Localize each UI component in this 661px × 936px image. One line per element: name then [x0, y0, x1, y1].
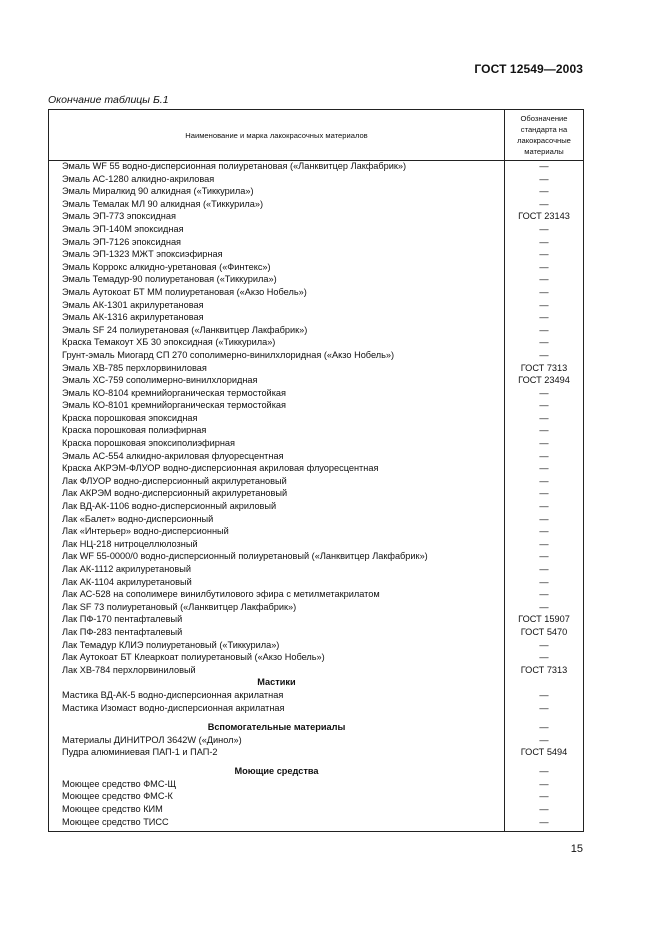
table-row — [49, 790, 583, 803]
standard-cell: — — [539, 299, 549, 310]
material-name-cell: Лак АК-1104 акрилуретановый — [62, 576, 192, 587]
material-name-cell: Лак ПФ-283 пентафталевый — [62, 626, 183, 637]
table-row — [49, 746, 583, 759]
material-name-cell: Эмаль АК-1316 акрилуретановая — [62, 312, 204, 323]
table-header — [49, 110, 583, 161]
table-row — [49, 639, 583, 652]
table-row — [49, 778, 583, 791]
table-row — [49, 210, 583, 223]
material-name-cell: Эмаль SF 24 полиуретановая («Ланквитцер Лакфабрик») — [62, 324, 308, 335]
table-row — [49, 588, 583, 601]
table-row — [49, 437, 583, 450]
material-name-cell: Моющее средство ТИСС — [62, 816, 169, 827]
table-row — [49, 525, 583, 538]
table-row — [49, 613, 583, 626]
standard-cell: — — [539, 639, 549, 650]
material-name-cell: Моющее средство ФМС-К — [62, 791, 173, 802]
table-row — [49, 185, 583, 198]
table-row — [49, 374, 583, 387]
table-row — [49, 349, 583, 362]
material-name-cell: Эмаль Темалак МЛ 90 алкидная («Тиккурила») — [62, 198, 264, 209]
table-row — [49, 626, 583, 639]
material-name-cell: Эмаль Коррокс алкидно-уретановая («Финтекс») — [62, 261, 271, 272]
standard-cell: — — [539, 161, 549, 171]
standard-cell: — — [539, 249, 549, 260]
table-row — [49, 173, 583, 186]
material-name-cell: Лак ХВ-784 перхлорвиниловый — [62, 664, 196, 675]
material-name-cell: Краска АКРЭМ-ФЛУОР водно-дисперсионная акриловая флуоресцентная — [62, 463, 379, 474]
table-row — [49, 450, 583, 463]
standard-cell: — — [539, 526, 549, 537]
table-row — [49, 513, 583, 526]
material-name-cell: Эмаль КО-8101 кремнийорганическая термостойкая — [62, 400, 286, 411]
standard-cell: — — [539, 463, 549, 474]
material-name-cell: Лак «Балет» водно-дисперсионный — [62, 513, 214, 524]
material-name-cell: Лак «Интерьер» водно-дисперсионный — [62, 526, 229, 537]
table-row — [49, 273, 583, 286]
material-name-cell: Эмаль ХВ-785 перхлорвиниловая — [62, 362, 207, 373]
material-name-cell: Пудра алюминиевая ПАП-1 и ПАП-2 — [62, 747, 218, 758]
standard-cell: — — [539, 425, 549, 436]
material-name-cell: Эмаль АС-1280 алкидно-акриловая — [62, 173, 215, 184]
document-code: ГОСТ 12549—2003 — [474, 62, 583, 76]
material-name-cell: Мастика ВД-АК-5 водно-дисперсионная акрилатная — [62, 690, 284, 701]
standard-cell: ГОСТ 15907 — [518, 614, 570, 625]
table-row — [49, 651, 583, 664]
table-row — [49, 576, 583, 589]
standard-cell: ГОСТ 23494 — [518, 375, 570, 386]
material-name-cell: Лак Темадур КЛИЭ полиуретановый («Тиккурила») — [62, 639, 280, 650]
table-row — [49, 311, 583, 324]
standard-cell: — — [539, 438, 549, 449]
material-name-cell: Эмаль Аутокоат БТ ММ полиуретановая («Акзо Нобель») — [62, 286, 307, 297]
material-name-cell: Краска порошковая эпоксидная — [62, 412, 198, 423]
material-name-cell: Эмаль КО-8104 кремнийорганическая термостойкая — [62, 387, 286, 398]
material-name-cell: Эмаль ЭП-1323 МЖТ эпоксиэфирная — [62, 249, 223, 260]
standard-cell: — — [539, 791, 549, 802]
table-row — [49, 248, 583, 261]
standard-cell: — — [539, 652, 549, 663]
standard-cell: — — [539, 286, 549, 297]
standard-cell: — — [539, 349, 549, 360]
table-row — [49, 462, 583, 475]
table-row — [49, 563, 583, 576]
table-row — [49, 261, 583, 274]
table-row — [49, 424, 583, 437]
material-name-cell: Лак НЦ-218 нитроцеллюлозный — [62, 538, 198, 549]
standard-cell: ГОСТ 5470 — [520, 626, 568, 637]
section-heading-row — [49, 676, 583, 689]
material-name-cell: Лак АС-528 на сополимере винилбутилового эфира с метилметакрилатом — [62, 589, 380, 600]
standard-cell: — — [539, 274, 549, 285]
material-name-cell: Эмаль АК-1301 акрилуретановая — [62, 299, 204, 310]
standard-cell: — — [539, 803, 549, 814]
material-name-cell: Лак АКРЭМ водно-дисперсионный акрилуретановый — [62, 488, 288, 499]
material-name-cell: Эмаль АС-554 алкидно-акриловая флуоресцентная — [62, 450, 284, 461]
standard-cell: — — [539, 601, 549, 612]
section-heading: Вспомогательные материалы — [207, 721, 346, 732]
table-row — [49, 399, 583, 412]
material-name-cell: Материалы ДИНИТРОЛ 3642W («Динол») — [62, 734, 242, 745]
column-header-standard: Обозначение стандарта на лакокрасочные материалы — [517, 114, 571, 156]
standard-cell: ГОСТ 7313 — [520, 664, 568, 675]
table-row — [49, 538, 583, 551]
standard-cell: ГОСТ 7313 — [520, 362, 568, 373]
material-name-cell: Эмаль ЭП-773 эпоксидная — [62, 211, 176, 222]
section-heading-row — [49, 765, 583, 778]
table-row — [49, 324, 583, 337]
standard-cell: — — [539, 412, 549, 423]
table-row — [49, 475, 583, 488]
material-name-cell: Эмаль ЭП-140М эпоксидная — [62, 223, 184, 234]
standard-cell: — — [539, 236, 549, 247]
material-name-cell: Эмаль ХС-759 сополимерно-винилхлоридная — [62, 375, 258, 386]
table-row — [49, 702, 583, 715]
table-row — [49, 803, 583, 816]
standard-cell: — — [539, 734, 549, 745]
standard-cell: — — [539, 778, 549, 789]
standard-cell: — — [539, 261, 549, 272]
standard-cell: — — [539, 690, 549, 701]
table-row — [49, 198, 583, 211]
table-row — [49, 160, 583, 173]
table-row — [49, 500, 583, 513]
standard-cell: — — [539, 513, 549, 524]
standard-cell: — — [539, 589, 549, 600]
table-row — [49, 487, 583, 500]
material-name-cell: Лак АК-1112 акрилуретановый — [62, 564, 192, 574]
table-row — [49, 299, 583, 312]
table-caption: Окончание таблицы Б.1 — [48, 94, 169, 106]
material-name-cell: Мастика Изомаст водно-дисперсионная акрилатная — [62, 702, 285, 713]
section-heading: Моющие средства — [234, 765, 319, 776]
table-row — [49, 550, 583, 563]
section-heading-row — [49, 721, 583, 734]
page-number: 15 — [570, 843, 583, 855]
materials-table — [48, 109, 584, 832]
standard-cell: — — [539, 702, 549, 713]
standard-cell: — — [539, 198, 549, 209]
material-name-cell: Эмаль Миралкид 90 алкидная («Тиккурила») — [62, 186, 254, 197]
standard-cell: — — [539, 765, 549, 776]
material-name-cell: Лак SF 73 полиуретановый («Ланквитцер Лакфабрик») — [62, 601, 297, 612]
standard-cell: — — [539, 400, 549, 411]
material-name-cell: Моющее средство ФМС-Щ — [62, 778, 177, 789]
standard-cell: — — [539, 337, 549, 348]
standard-cell: — — [539, 186, 549, 197]
standard-cell: — — [539, 324, 549, 335]
standard-cell: — — [539, 501, 549, 512]
material-name-cell: Краска порошковая эпоксиполиэфирная — [62, 438, 236, 449]
table-row — [49, 336, 583, 349]
standard-cell: ГОСТ 23143 — [518, 211, 570, 222]
standard-cell: — — [539, 564, 549, 574]
material-name-cell: Эмаль Темадур-90 полиуретановая («Тиккурила») — [62, 274, 277, 285]
material-name-cell: Эмаль WF 55 водно-дисперсионная полиуретановая («Ланквитцер Лакфабрик») — [62, 161, 407, 171]
material-name-cell: Грунт-эмаль Миогард СП 270 сополимерно-винилхлоридная («Акзо Нобель») — [62, 349, 395, 360]
table-row — [49, 387, 583, 400]
table-row — [49, 412, 583, 425]
material-name-cell: Эмаль ЭП-7126 эпоксидная — [62, 236, 182, 247]
table-row — [49, 286, 583, 299]
table-body — [49, 160, 583, 828]
material-name-cell: Краска Темакоут ХБ 30 эпоксидная («Тиккурила») — [62, 337, 276, 348]
standard-cell: — — [539, 173, 549, 184]
standard-cell: — — [539, 387, 549, 398]
material-name-cell: Лак ПФ-170 пентафталевый — [62, 614, 183, 625]
material-name-cell: Лак WF 55-0000/0 водно-дисперсионный полиуретановый («Ланквитцер Лакфабрик») — [62, 551, 428, 562]
column-header-name: Наименование и марка лакокрасочных материалов — [185, 130, 368, 140]
material-name-cell: Лак ФЛУОР водно-дисперсионный акрилуретановый — [62, 475, 287, 486]
table-row — [49, 601, 583, 614]
standard-cell: — — [539, 816, 549, 827]
material-name-cell: Лак Аутокоат БТ Клеаркоат полиуретановый («Акзо Нобель») — [62, 652, 325, 663]
table-row — [49, 734, 583, 747]
standard-cell: — — [539, 450, 549, 461]
table-row — [49, 689, 583, 702]
table-row — [49, 664, 583, 677]
standard-cell: — — [539, 721, 549, 732]
standard-cell: — — [539, 576, 549, 587]
table-row — [49, 223, 583, 236]
material-name-cell: Лак ВД-АК-1106 водно-дисперсионный акриловый — [62, 501, 277, 512]
standard-cell: — — [539, 312, 549, 323]
table-row — [49, 362, 583, 375]
standard-cell: — — [539, 488, 549, 499]
table-row — [49, 236, 583, 249]
material-name-cell: Моющее средство КИМ — [62, 803, 163, 814]
section-heading: Мастики — [257, 677, 296, 688]
table-row — [49, 816, 583, 829]
standard-cell: — — [539, 538, 549, 549]
standard-cell: — — [539, 223, 549, 234]
standard-cell: — — [539, 475, 549, 486]
material-name-cell: Краска порошковая полиэфирная — [62, 425, 207, 436]
standard-cell: ГОСТ 5494 — [520, 747, 568, 758]
standard-cell: — — [539, 551, 549, 562]
